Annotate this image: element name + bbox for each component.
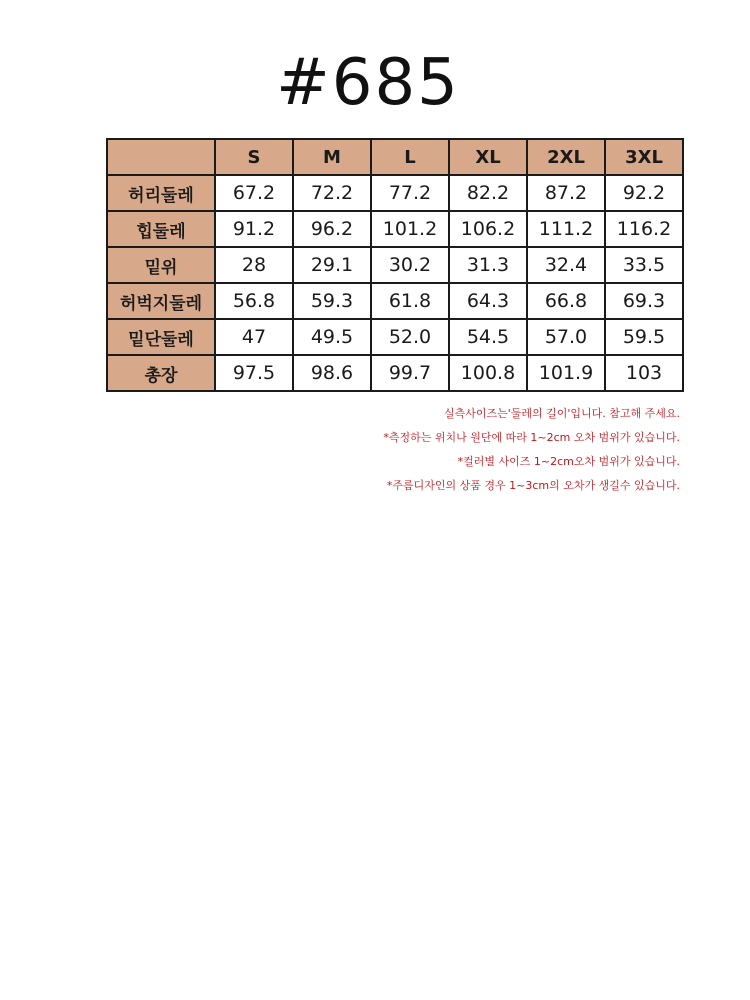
table-cell: 49.5 bbox=[293, 319, 371, 355]
table-cell: 96.2 bbox=[293, 211, 371, 247]
table-cell: 59.5 bbox=[605, 319, 683, 355]
table-row bbox=[107, 247, 683, 283]
table-cell: 32.4 bbox=[527, 247, 605, 283]
table-cell: 91.2 bbox=[215, 211, 293, 247]
measurement-notes bbox=[200, 402, 680, 498]
row-label-hem: 밑단둘레 bbox=[107, 319, 215, 355]
table-cell: 100.8 bbox=[449, 355, 527, 391]
table-cell: 99.7 bbox=[371, 355, 449, 391]
table-cell: 69.3 bbox=[605, 283, 683, 319]
table-cell: 59.3 bbox=[293, 283, 371, 319]
size-header-l: L bbox=[371, 139, 449, 175]
row-label-thigh: 허벅지둘레 bbox=[107, 283, 215, 319]
table-cell: 54.5 bbox=[449, 319, 527, 355]
table-cell: 87.2 bbox=[527, 175, 605, 211]
table-cell: 98.6 bbox=[293, 355, 371, 391]
table-cell: 106.2 bbox=[449, 211, 527, 247]
table-cell: 101.9 bbox=[527, 355, 605, 391]
size-header-xl: XL bbox=[449, 139, 527, 175]
table-cell: 52.0 bbox=[371, 319, 449, 355]
table-cell: 103 bbox=[605, 355, 683, 391]
size-header-row bbox=[107, 139, 683, 175]
table-cell: 66.8 bbox=[527, 283, 605, 319]
table-cell: 31.3 bbox=[449, 247, 527, 283]
table-cell: 29.1 bbox=[293, 247, 371, 283]
table-cell: 72.2 bbox=[293, 175, 371, 211]
note-line: *주름디자인의 상품 경우 1~3cm의 오차가 생길수 있습니다. bbox=[386, 479, 680, 492]
table-cell: 47 bbox=[215, 319, 293, 355]
table-cell: 92.2 bbox=[605, 175, 683, 211]
size-chart-table bbox=[106, 138, 684, 392]
table-cell: 82.2 bbox=[449, 175, 527, 211]
row-label-rise: 밑위 bbox=[107, 247, 215, 283]
product-number-title: #685 bbox=[276, 46, 460, 120]
note-line: 실측사이즈는'둘레의 길이'입니다. 참고해 주세요. bbox=[443, 407, 680, 420]
size-header-3xl: 3XL bbox=[605, 139, 683, 175]
table-cell: 64.3 bbox=[449, 283, 527, 319]
size-header-m: M bbox=[293, 139, 371, 175]
note-line: *컬러별 사이즈 1~2cm오차 범위가 있습니다. bbox=[457, 455, 680, 468]
corner-cell bbox=[107, 139, 215, 175]
row-label-total-length: 총장 bbox=[107, 355, 215, 391]
table-cell: 61.8 bbox=[371, 283, 449, 319]
table-cell: 101.2 bbox=[371, 211, 449, 247]
table-cell: 33.5 bbox=[605, 247, 683, 283]
table-row bbox=[107, 175, 683, 211]
table-cell: 111.2 bbox=[527, 211, 605, 247]
row-label-hip: 힙둘레 bbox=[107, 211, 215, 247]
table-row bbox=[107, 283, 683, 319]
table-cell: 56.8 bbox=[215, 283, 293, 319]
table-cell: 30.2 bbox=[371, 247, 449, 283]
table-row bbox=[107, 319, 683, 355]
table-cell: 77.2 bbox=[371, 175, 449, 211]
size-header-s: S bbox=[215, 139, 293, 175]
table-cell: 28 bbox=[215, 247, 293, 283]
table-row bbox=[107, 211, 683, 247]
table-cell: 97.5 bbox=[215, 355, 293, 391]
table-cell: 116.2 bbox=[605, 211, 683, 247]
table-row bbox=[107, 355, 683, 391]
table-cell: 67.2 bbox=[215, 175, 293, 211]
size-header-2xl: 2XL bbox=[527, 139, 605, 175]
table-cell: 57.0 bbox=[527, 319, 605, 355]
row-label-waist: 허리둘레 bbox=[107, 175, 215, 211]
note-line: *측정하는 위치나 원단에 따라 1~2cm 오차 범위가 있습니다. bbox=[383, 431, 680, 444]
